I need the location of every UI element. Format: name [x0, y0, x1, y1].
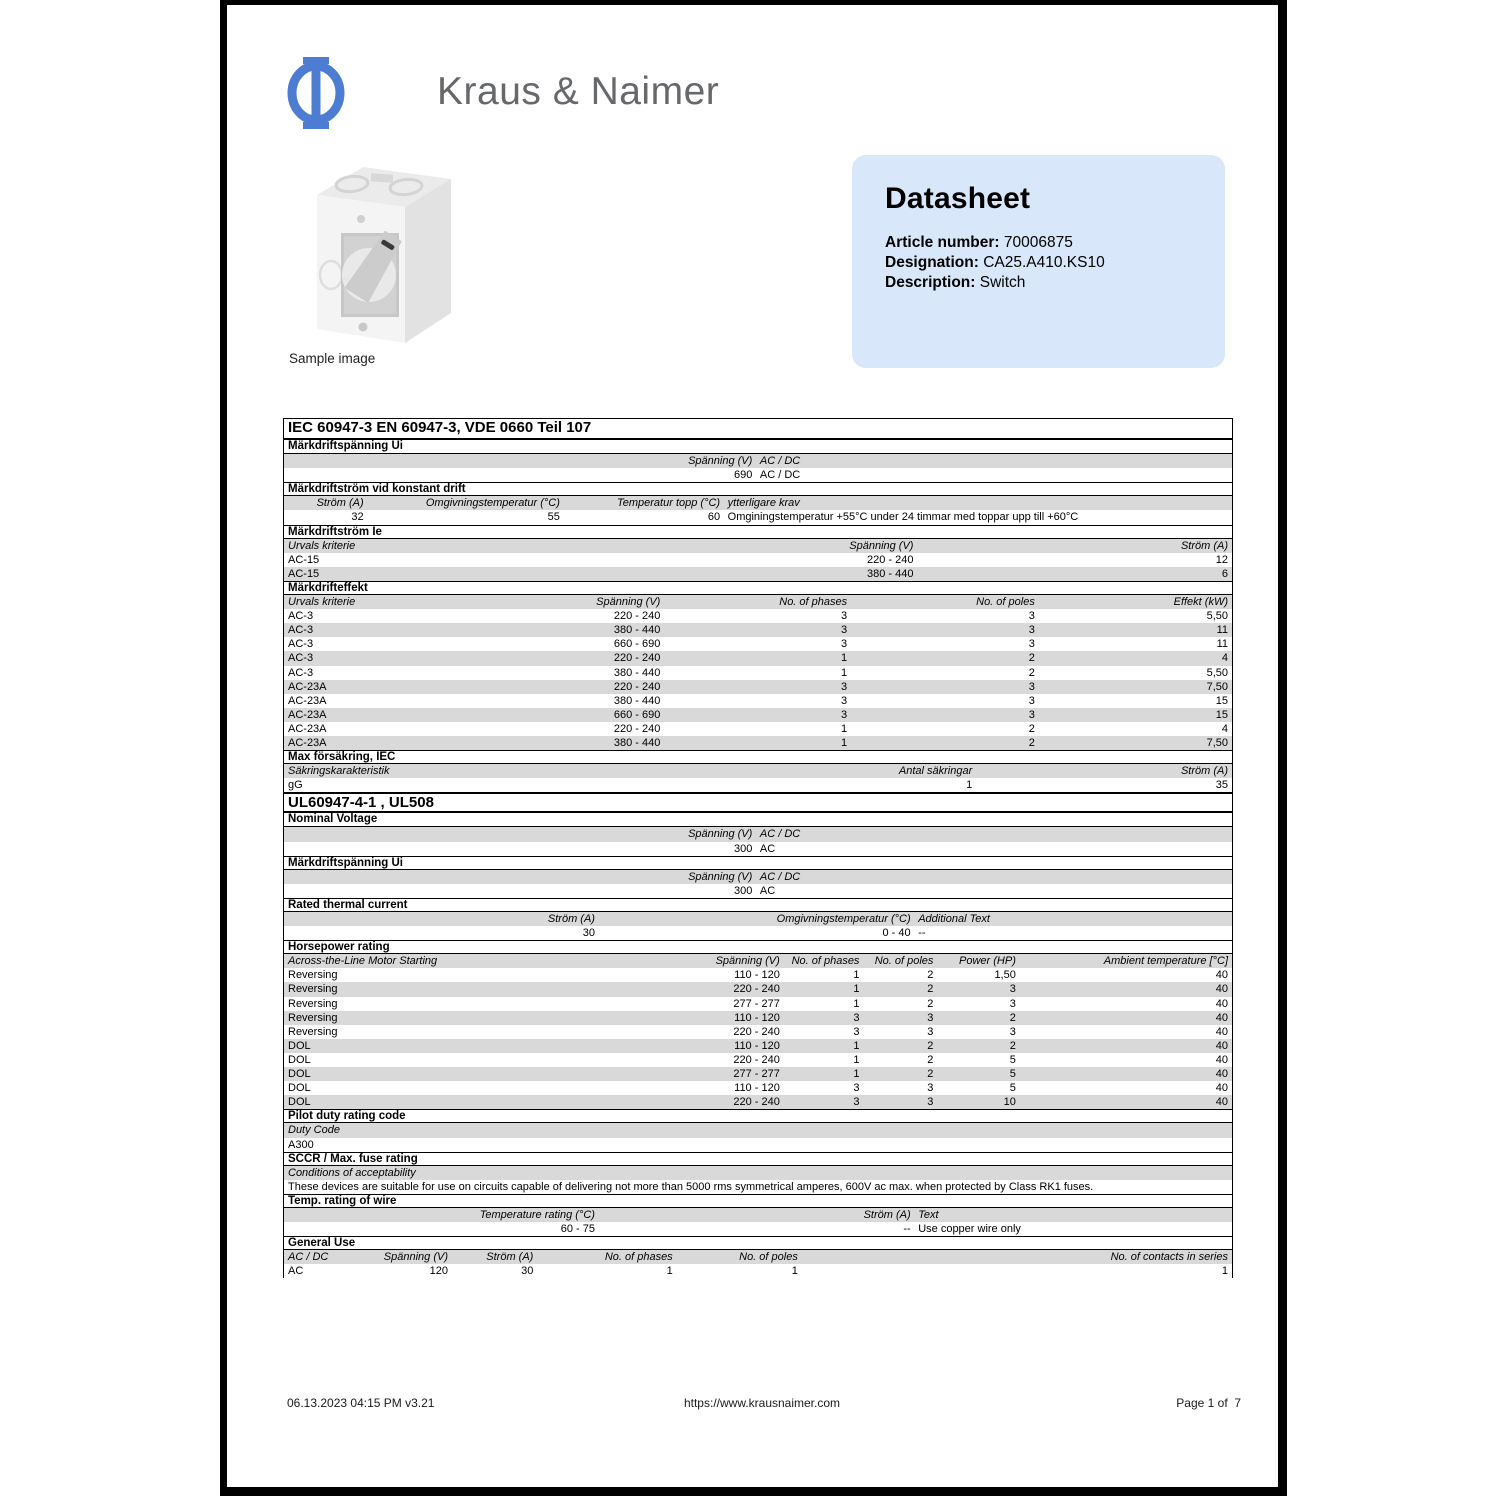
cell: SCCR / Max. fuse rating	[288, 1152, 418, 1165]
cell: 380 - 440	[613, 624, 661, 637]
cell: 3	[1028, 638, 1035, 651]
cell: AC-15	[288, 567, 320, 580]
cell: 1	[966, 779, 973, 792]
cell: 277 - 277	[733, 1068, 780, 1081]
cell: 3	[853, 1096, 860, 1109]
cell: Märkdriftström vid konstant drift	[288, 483, 466, 496]
table-column-header-row	[284, 912, 1232, 926]
cell: 2	[927, 1039, 934, 1052]
cell: 7,50	[1206, 680, 1228, 693]
cell: 1	[853, 983, 860, 996]
table-row	[284, 1011, 1232, 1025]
cell: No. of poles	[739, 1251, 798, 1264]
cell: AC-3	[288, 624, 314, 637]
cell: 40	[1215, 997, 1228, 1010]
cell: 5,50	[1206, 610, 1228, 623]
cell: 2	[1009, 1011, 1016, 1024]
cell: 220 - 240	[733, 1025, 780, 1038]
sample-image-caption: Sample image	[289, 351, 376, 366]
cell: Temperatur topp (°C)	[617, 497, 721, 510]
table-column-header-row	[284, 827, 1232, 841]
cell: 3	[1028, 624, 1035, 637]
cell: 60 - 75	[560, 1223, 595, 1236]
cell: AC / DC	[759, 455, 801, 468]
table-row	[284, 982, 1232, 996]
table-section-header	[284, 1152, 1232, 1166]
cell: 660 - 690	[613, 708, 661, 721]
cell: 110 - 120	[734, 1011, 780, 1024]
cell: 15	[1215, 694, 1228, 707]
cell: 3	[841, 610, 848, 623]
table-section-header	[284, 525, 1232, 539]
cell: 3	[1009, 983, 1016, 996]
cell: 55	[547, 511, 560, 524]
cell: 40	[1215, 1068, 1228, 1081]
cell: 1	[853, 997, 860, 1010]
cell: 0 - 40	[882, 927, 911, 940]
cell: 110 - 120	[734, 1082, 780, 1095]
cell: 220 - 240	[733, 983, 780, 996]
cell: Additional Text	[918, 913, 990, 925]
product-sample-image	[305, 157, 457, 349]
cell: AC-3	[288, 638, 314, 651]
cell: UL60947-4-1 , UL508	[288, 794, 434, 812]
cell: 2	[927, 1068, 934, 1081]
table-row	[284, 609, 1232, 623]
cell: 11	[1216, 624, 1228, 637]
table-row	[284, 1025, 1232, 1039]
cell: AC-15	[288, 553, 320, 566]
spec-table	[283, 418, 1233, 1278]
table-column-header-row	[284, 539, 1232, 553]
cell: 120	[429, 1265, 449, 1278]
cell: These devices are suitable for use on circuits capable of delivering not more than 5000 rms symmetrical amperes, 600V ac max. when protected by Class RK1 fuses.	[288, 1180, 1094, 1193]
cell: 220 - 240	[733, 1053, 780, 1066]
table-row	[284, 1180, 1232, 1194]
cell: 11	[1216, 638, 1228, 651]
cell: AC / DC	[759, 828, 801, 841]
brand-name: Kraus & Naimer	[437, 70, 720, 113]
table-section-header	[284, 482, 1232, 496]
cell: 40	[1215, 1096, 1228, 1109]
cell: 2	[927, 983, 934, 996]
cell: Spänning (V)	[596, 596, 661, 609]
table-row	[284, 553, 1232, 567]
table-row	[284, 680, 1232, 694]
table-row	[284, 623, 1232, 637]
cell: 60	[707, 511, 721, 524]
cell: 2	[1028, 722, 1035, 735]
cell: Power (HP)	[959, 955, 1016, 968]
cell: Märkdriftspänning Ui	[288, 440, 404, 452]
cell: 380 - 440	[867, 567, 914, 580]
description-field	[885, 273, 1205, 293]
cell: 1	[841, 652, 848, 665]
cell: Ambient temperature [°C]	[1103, 955, 1228, 968]
cell: 1	[1221, 1265, 1228, 1278]
datasheet-card	[852, 155, 1225, 368]
cell: Temp. rating of wire	[288, 1194, 397, 1207]
cell: No. of poles	[874, 955, 934, 968]
table-row	[284, 1264, 1232, 1278]
cell: AC / DC	[288, 1251, 329, 1264]
cell: Horsepower rating	[288, 941, 390, 954]
table-row	[284, 694, 1232, 708]
cell: DOL	[288, 1053, 311, 1066]
cell: 110 - 120	[734, 1039, 780, 1052]
cell: 1	[841, 666, 848, 679]
cell: Märkdriftspänning Ui	[288, 856, 404, 869]
cell: 3	[853, 1082, 860, 1095]
cell: 7,50	[1206, 736, 1228, 749]
table-row	[284, 968, 1232, 982]
cell: 2	[1009, 1039, 1016, 1052]
cell: 660 - 690	[613, 638, 661, 651]
cell: 3	[1028, 680, 1035, 693]
table-section-header	[284, 1194, 1232, 1208]
table-row	[284, 1138, 1232, 1152]
cell: 1	[853, 969, 860, 982]
cell: 1	[791, 1265, 798, 1278]
cell: 3	[1009, 1025, 1016, 1038]
cell: Omgivningstemperatur (°C)	[425, 497, 560, 510]
cell: 690	[733, 469, 753, 482]
cell: Conditions of acceptability	[288, 1166, 416, 1179]
cell: 10	[1003, 1096, 1016, 1109]
cell: No. of phases	[604, 1251, 673, 1264]
cell: Reversing	[288, 969, 338, 982]
cell: 40	[1215, 1039, 1228, 1052]
cell: 2	[1028, 736, 1035, 749]
cell: AC-23A	[288, 722, 327, 735]
cell: Antal säkringar	[898, 765, 973, 778]
cell: 300	[733, 884, 753, 897]
cell: 30	[582, 927, 595, 940]
table-column-header-row	[284, 1123, 1232, 1137]
table-row	[284, 637, 1232, 651]
cell: Spänning (V)	[383, 1251, 449, 1264]
cell: 3	[853, 1011, 860, 1024]
cell: 220 - 240	[613, 652, 661, 665]
table-column-header-row	[284, 595, 1232, 609]
cell: 3	[841, 694, 848, 707]
cell: Effekt (kW)	[1173, 596, 1228, 609]
cell: 6	[1221, 567, 1228, 580]
cell: 32	[351, 511, 364, 524]
cell: 2	[1028, 666, 1035, 679]
cell: 220 - 240	[867, 553, 914, 566]
table-row	[284, 708, 1232, 722]
table-row	[284, 1095, 1232, 1109]
cell: 30	[521, 1265, 534, 1278]
article-number-field	[885, 233, 1205, 253]
table-row	[284, 722, 1232, 736]
cell: 40	[1215, 969, 1228, 982]
cell: Säkringskarakteristik	[288, 765, 390, 778]
cell: Reversing	[288, 983, 338, 996]
cell: General Use	[288, 1237, 356, 1250]
table-column-header-row	[284, 954, 1232, 968]
table-row	[284, 1039, 1232, 1053]
cell: Nominal Voltage	[288, 813, 378, 826]
cell: AC	[759, 842, 776, 855]
table-section-header	[284, 898, 1232, 912]
cell: AC	[288, 1265, 304, 1278]
table-section-header	[284, 750, 1232, 764]
cell: Text	[918, 1208, 939, 1221]
cell: AC-23A	[288, 708, 327, 721]
table-row	[284, 1222, 1232, 1236]
cell: 1	[853, 1053, 860, 1066]
cell: 40	[1215, 983, 1228, 996]
cell: AC-3	[288, 610, 314, 623]
table-section-header	[284, 940, 1232, 954]
cell: 220 - 240	[613, 722, 661, 735]
cell: DOL	[288, 1039, 311, 1052]
cell: 3	[841, 680, 848, 693]
table-row	[284, 666, 1232, 680]
card-title: Datasheet	[885, 182, 1031, 215]
field-value: Switch	[979, 274, 1026, 291]
cell: Ström (A)	[316, 497, 364, 510]
cell: 380 - 440	[613, 736, 661, 749]
cell: Ström (A)	[547, 913, 595, 925]
cell: 220 - 240	[613, 610, 661, 623]
cell: --	[918, 927, 926, 940]
cell: 3	[1009, 997, 1016, 1010]
cell: Spänning (V)	[688, 828, 753, 841]
cell: Märkdriftström Ie	[288, 525, 382, 538]
table-column-header-row	[284, 496, 1232, 510]
table-column-header-row	[284, 1208, 1232, 1222]
cell: Ström (A)	[863, 1208, 911, 1221]
cell: Reversing	[288, 1011, 338, 1024]
cell: 1	[853, 1039, 860, 1052]
cell: 4	[1221, 652, 1228, 665]
field-label: Description:	[885, 274, 976, 291]
cell: Omginingstemperatur +55°C under 24 timmar med toppar upp till +60°C	[727, 511, 1079, 524]
phi-logo-icon	[287, 55, 345, 136]
cell: Reversing	[288, 997, 338, 1010]
cell: 5	[1009, 1082, 1016, 1095]
table-row	[284, 567, 1232, 581]
cell: Urvals kriterie	[288, 596, 356, 609]
cell: 3	[841, 638, 848, 651]
cell: Rated thermal current	[288, 898, 408, 911]
cell: Märkdrifteffekt	[288, 581, 368, 594]
cell: gG	[288, 779, 303, 792]
cell: IEC 60947-3 EN 60947-3, VDE 0660 Teil 107	[288, 419, 592, 436]
cell: 35	[1215, 779, 1228, 792]
cell: 3	[927, 1096, 934, 1109]
cell: AC-23A	[288, 736, 327, 749]
cell: 3	[853, 1025, 860, 1038]
cell: Ström (A)	[1180, 765, 1228, 778]
cell: 277 - 277	[733, 997, 780, 1010]
field-value: CA25.A410.KS10	[983, 254, 1105, 271]
cell: 12	[1215, 553, 1228, 566]
cell: --	[903, 1223, 911, 1236]
cell: 220 - 240	[613, 680, 661, 693]
table-section-header	[284, 1236, 1232, 1250]
cell: Max försäkring, IEC	[288, 751, 396, 764]
table-column-header-row	[284, 764, 1232, 778]
cell: 3	[1028, 708, 1035, 721]
cell: 40	[1215, 1011, 1228, 1024]
cell: 3	[1028, 694, 1035, 707]
cell: Spänning (V)	[688, 455, 753, 468]
footer-date-version: 06.13.2023 04:15 PM v3.21	[287, 1396, 435, 1410]
table-section-header	[284, 440, 1232, 454]
cell: 110 - 120	[734, 969, 780, 982]
cell: 380 - 440	[613, 666, 661, 679]
table-row	[284, 997, 1232, 1011]
cell: 5	[1009, 1053, 1016, 1066]
page-footer	[283, 1396, 1241, 1412]
cell: AC / DC	[759, 870, 801, 883]
cell: AC-3	[288, 666, 314, 679]
table-group-title	[284, 419, 1232, 440]
table-row	[284, 736, 1232, 750]
table-column-header-row	[284, 870, 1232, 884]
cell: Ström (A)	[486, 1251, 534, 1264]
table-row	[284, 510, 1232, 524]
table-row	[284, 842, 1232, 856]
cell: 3	[1028, 610, 1035, 623]
document-page	[220, 0, 1287, 1496]
cell: 1	[841, 736, 848, 749]
cell: AC-23A	[288, 680, 327, 693]
cell: 4	[1221, 722, 1228, 735]
table-row	[284, 778, 1232, 792]
table-row	[284, 1081, 1232, 1095]
field-label: Article number:	[885, 234, 1000, 251]
field-label: Designation:	[885, 254, 979, 271]
table-section-header	[284, 581, 1232, 595]
cell: DOL	[288, 1096, 311, 1109]
cell: No. of phases	[779, 596, 848, 609]
cell: 3	[841, 624, 848, 637]
cell: Spänning (V)	[849, 539, 914, 552]
cell: No. of poles	[976, 596, 1035, 609]
cell: 40	[1215, 1053, 1228, 1066]
cell: DOL	[288, 1082, 311, 1095]
cell: No. of phases	[791, 955, 860, 968]
cell: 2	[1028, 652, 1035, 665]
footer-url[interactable]: https://www.krausnaimer.com	[683, 1396, 841, 1410]
cell: 300	[733, 842, 753, 855]
table-column-header-row	[284, 1166, 1232, 1180]
table-section-header	[284, 1109, 1232, 1123]
cell: Pilot duty rating code	[288, 1110, 406, 1123]
table-column-header-row	[284, 454, 1232, 468]
cell: AC / DC	[759, 469, 801, 482]
field-value: 70006875	[1003, 234, 1073, 251]
cell: 3	[841, 708, 848, 721]
cell: Temperature rating (°C)	[479, 1208, 595, 1221]
cell: Duty Code	[288, 1124, 340, 1137]
cell: 40	[1215, 1082, 1228, 1095]
cell: 2	[927, 997, 934, 1010]
table-group-title	[284, 792, 1232, 813]
table-row	[284, 926, 1232, 940]
cell: Spänning (V)	[688, 870, 753, 883]
cell: AC-23A	[288, 694, 327, 707]
table-row	[284, 1067, 1232, 1081]
cell: DOL	[288, 1068, 311, 1081]
cell: 15	[1215, 708, 1228, 721]
cell: ytterligare krav	[727, 497, 800, 510]
table-row	[284, 651, 1232, 665]
cell: 3	[927, 1082, 934, 1095]
cell: 380 - 440	[613, 694, 661, 707]
cell: Spänning (V)	[715, 955, 780, 968]
cell: Use copper wire only	[918, 1223, 1021, 1236]
cell: 1	[853, 1068, 860, 1081]
cell: 1,50	[994, 969, 1016, 982]
cell: No. of contacts in series	[1110, 1251, 1228, 1264]
cell: AC	[759, 884, 776, 897]
cell: Ström (A)	[1180, 539, 1228, 552]
cell: 1	[666, 1265, 673, 1278]
cell: 220 - 240	[733, 1096, 780, 1109]
table-section-header	[284, 813, 1232, 827]
cell: 5	[1009, 1068, 1016, 1081]
cell: Reversing	[288, 1025, 338, 1038]
table-row	[284, 468, 1232, 482]
table-section-header	[284, 856, 1232, 870]
cell: A300	[288, 1138, 314, 1151]
cell: 2	[927, 969, 934, 982]
cell: 40	[1215, 1025, 1228, 1038]
table-row	[284, 884, 1232, 898]
cell: AC-3	[288, 652, 314, 665]
cell: 3	[927, 1025, 934, 1038]
cell: Omgivningstemperatur (°C)	[776, 913, 911, 925]
table-row	[284, 1053, 1232, 1067]
table-column-header-row	[284, 1250, 1232, 1264]
cell: Urvals kriterie	[288, 539, 356, 552]
cell: 3	[927, 1011, 934, 1024]
cell: 2	[927, 1053, 934, 1066]
cell: 5,50	[1206, 666, 1228, 679]
cell: Across-the-Line Motor Starting	[288, 955, 438, 968]
designation-field	[885, 253, 1205, 273]
footer-page-number: Page 1 of 7	[1176, 1396, 1241, 1410]
cell: 1	[841, 722, 848, 735]
